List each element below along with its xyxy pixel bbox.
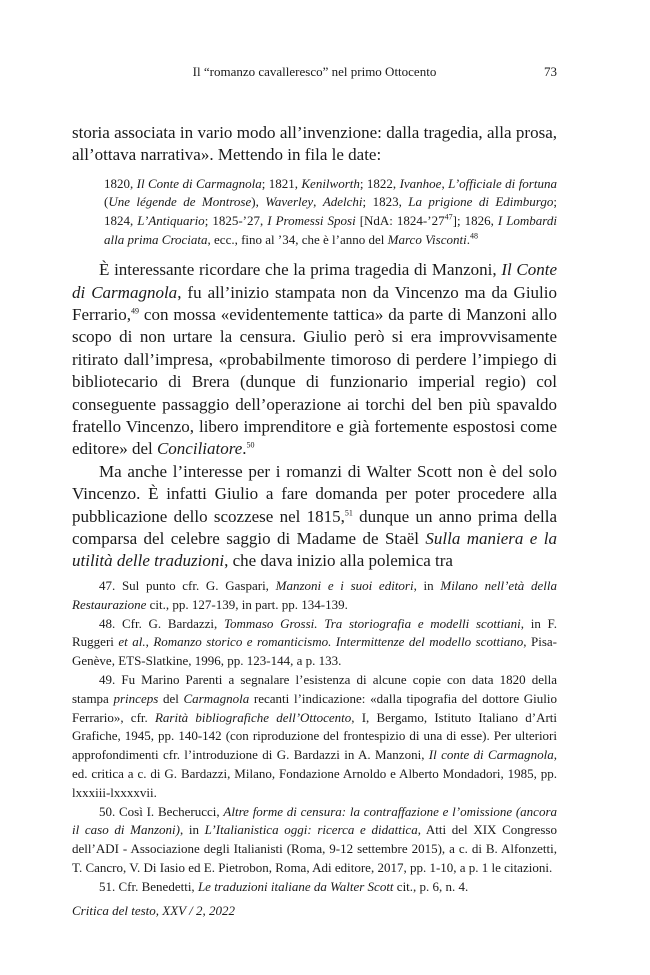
footnote-48 [72,615,557,671]
footnote-text: , in [179,822,205,838]
paragraph-text: È interessante ricordare che la prima tragedia di Manzoni, [99,260,502,280]
footnote-text: , I, Bergamo, Istituto Italiano d’Arti Grafiche, 1945, pp. 140-142 (con riproduzione del frontespizio di una di esse). Per ulteriori approfondimenti cfr. l’introduzione di G. Bardazzi in A. Manzoni, [72,709,558,763]
work-title: Il Conte di Carmagnola [72,260,557,302]
footnote-49 [72,671,557,803]
paragraph [72,461,557,573]
footnotes [72,577,557,897]
work-title: Marco Visconti [387,231,467,247]
work-title: I Lombardi alla prima Crociata [104,213,557,247]
journal-footer: Critica del testo, XXV / 2, 2022 [72,903,235,918]
footnote-51 [72,878,557,897]
main-text [72,122,557,573]
footnote-50 [72,803,557,878]
work-title: Tommaso Grossi. Tra storiografia e modelli scottiani [224,615,521,631]
work-title: Le traduzioni italiane da Walter Scott [197,878,394,894]
work-title: Carmagnola [183,690,250,706]
work-title: princeps [113,690,159,706]
footnote-text: , ed. critica a c. di G. Bardazzi, Milano, Fondazione Arnoldo e Alberto Mondadori, 1985, pp. lxxxiii-lxxxxvii. [72,747,557,800]
work-title: Une légende de Montrose [108,194,252,210]
footnote-text: 50. Così I. Becherucci, [99,803,224,819]
quote-text: ]; 1826, [452,213,498,228]
work-title: Il Conte di Carmagnola [136,175,262,191]
footnote-ref: 47 [444,212,453,222]
quote-text: ; 1822, [359,175,400,191]
work-title: Waverley [265,194,314,210]
quote-text: . [466,231,470,247]
paragraph-text: dunque un anno prima della comparsa del celebre saggio di Madame de Staël [72,506,557,549]
footnote-text: cit., pp. 127-139, in part. pp. 134-139. [146,596,348,612]
footnote-text: recanti l’indicazione: «dalla tipografia del dottore Giulio Ferrario», cfr. [72,690,557,725]
work-title: Rarità bibliografiche dell’Ottocento [154,709,352,725]
work-title: Romanzo storico e romanticismo. Intermittenze del modello scottiano [153,634,524,650]
footnote-ref: 48 [469,231,478,241]
footnote-ref: 51 [344,508,353,517]
quote-text: 1820, [104,175,137,191]
quote-text: ( [104,194,109,210]
quote-text: [NdA: 1824-’27 [355,213,445,228]
footnote-text: , Pisa-Genève, ETS-Slatkine, 1996, pp. 123-144, a p. 133. [72,634,558,669]
paragraph-text: , fu all’inizio stampata non da Vincenzo ma da Giulio Ferrario, [72,282,557,324]
footnote-ref: 50 [246,440,255,450]
work-title: La prigione di Edimburgo [408,194,554,210]
work-title: Conciliatore [156,439,243,459]
paragraph-text: Ma anche l’interesse per i romanzi di Walter Scott non è del solo Vincenzo. È infatti Giulio a fare domanda per poter procedere alla pubblicazione dello scozzese nel 1815, [72,461,557,526]
footnote-text: 49. Fu Marino Parenti a segnalare l’esistenza di alcune copie con data 1820 della stampa [72,671,557,706]
footnote-text: 48. Cfr. G. Bardazzi, [99,615,224,631]
footnote-text: del [158,690,184,706]
footnote-ref: 49 [131,306,140,316]
quote-text: , [313,194,323,210]
work-title: Sulla maniera e la utilità delle traduzioni [72,529,557,571]
block-quote [104,175,557,249]
work-title: L’officiale di fortuna [448,175,557,191]
work-title: et al. [118,634,146,650]
work-title: L’Italianistica oggi: ricerca e didattica [204,822,418,838]
work-title: Il conte di Carmagnola [428,747,554,763]
running-title: Il “romanzo cavalleresco” nel primo Ottocento [192,64,437,79]
work-title: Ivanhoe [399,175,442,191]
quote-text: , [441,175,449,191]
paragraph-text: . [242,439,247,459]
paragraph-continuation: storia associata in vario modo all’invenzione: dalla tragedia, alla prosa, all’ottava narrativa». Mettendo in fila le date: [72,123,557,165]
work-title: Kenilworth [301,175,360,191]
page-number: 73 [544,64,557,79]
footnote-text: , [145,634,154,650]
paragraph-text: con mossa «evidentemente tattica» da parte di Manzoni allo scopo di non urtare la censura. Giulio però si era improvvisamente ritirato dall’impresa, «probabilmente timoroso di perdere l’impiego di bibliotecario di Brera (dunque di funzionario imperial regio) col conseguente passaggio dell’operazione ai torchi del ben più spavaldo fratello Vincenzo, libero imprenditore e già fortemente espostosi come editore» del [72,305,557,459]
footnote-text: , in F. Ruggeri [72,615,557,650]
work-title: Altre forme di censura: la contraffazione e l’omissione (ancora il caso di Manzoni) [72,803,557,838]
quote-text: ; 1825-’27, [204,213,268,228]
work-title: Adelchi [322,194,363,210]
paragraph [72,259,557,461]
quote-text: ), [251,194,266,210]
paragraph-text: , che dava inizio alla polemica tra [224,551,453,571]
footnote-text: cit., p. 6, n. 4. [393,878,469,894]
work-title: I Promessi Sposi [267,213,356,228]
footnote-47 [72,577,557,615]
quote-text: , ecc., fino al ’34, che è l’anno del [207,231,388,247]
work-title: Milano nell’età della Restaurazione [72,578,557,612]
work-title: Manzoni e i suoi editori [275,578,414,593]
footnote-text: , in [413,578,441,593]
running-header [72,64,557,84]
work-title: L’Antiquario [137,213,205,228]
quote-text: ; 1824, [104,194,557,228]
quote-text: ; 1823, [362,194,409,210]
quote-text: ; 1821, [261,175,302,191]
footnote-text: 51. Cfr. Benedetti, [99,878,198,894]
footnote-text: , Atti del XIX Congresso dell’ADI - Associazione degli Italianisti (Roma, 9-12 settembre 2015), a c. di B. Alfonzetti, T. Cancro, V. Di Iasio ed E. Pietrobon, Roma, Adi editore, 2017, pp. 1-10, a p. 1 le citazioni. [72,822,557,875]
footnote-text: 47. Sul punto cfr. G. Gaspari, [99,578,276,593]
